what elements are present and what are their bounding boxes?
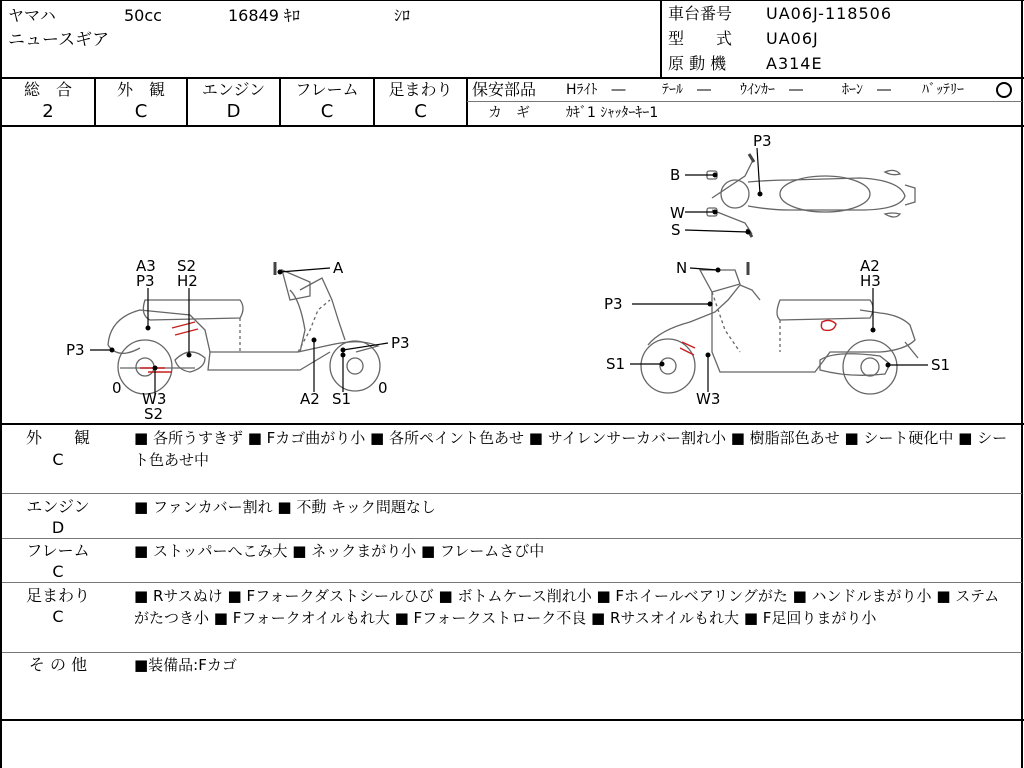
battery-status: ﾊﾞｯﾃﾘｰ bbox=[922, 82, 964, 98]
label-right-h3: H3 bbox=[860, 272, 881, 290]
label-top-s: S bbox=[671, 221, 681, 239]
top-view-scooter bbox=[707, 154, 915, 237]
label-left-p3-right: P3 bbox=[391, 334, 410, 352]
remark-label-exterior: 外 観 bbox=[25, 428, 90, 447]
remark-text-suspension: ■ Rサスぬけ ■ Fフォークダストシールひび ■ ボトムケース削れ小 ■ Fホイールベアリングがた ■ ハンドルまがり小 ■ ステムがたつき小 ■ Fフォークオイルもれ大 ■ Fフォークストローク不良 ■ Rサスオイルもれ大 ■ F足回りまがり小 bbox=[134, 587, 1000, 627]
label-left-s2: S2 bbox=[177, 257, 197, 275]
header-divider bbox=[660, 0, 662, 78]
frame-grade: C bbox=[320, 101, 334, 122]
maker: ヤマハ bbox=[8, 6, 56, 25]
model-name: ニュースギア bbox=[8, 30, 110, 50]
label-right-a2: A2 bbox=[860, 257, 880, 275]
engine-grade: D bbox=[226, 101, 241, 122]
label-left-a3: A3 bbox=[136, 257, 156, 275]
label-right-p3: P3 bbox=[604, 295, 623, 313]
remark-divider-2 bbox=[2, 538, 1022, 539]
top-border bbox=[0, 0, 1024, 1]
label-left-s1: S1 bbox=[332, 390, 352, 408]
remark-text-engine: ■ ファンカバー割れ ■ 不動 キック問題なし bbox=[134, 498, 436, 516]
suspension-grade-label: 足まわり bbox=[388, 80, 453, 99]
damage-diagram bbox=[0, 126, 1024, 424]
label-right-n: N bbox=[676, 259, 688, 277]
label-top-p3: P3 bbox=[753, 132, 772, 150]
label-left-a: A bbox=[333, 259, 344, 277]
displacement: 50cc bbox=[124, 6, 162, 25]
label-left-p3a: P3 bbox=[136, 272, 155, 290]
safety-row-divider bbox=[467, 101, 1022, 102]
total-grade: 2 bbox=[42, 101, 54, 122]
remark-label-suspension: 足まわり bbox=[25, 586, 90, 605]
headlight-status: Hﾗｲﾄ ― bbox=[566, 82, 626, 98]
mileage: 16849 ｷﾛ bbox=[228, 6, 300, 25]
remark-text-frame: ■ ストッパーへこみ大 ■ ネックまがり小 ■ フレームさび中 bbox=[134, 542, 545, 560]
remarks-bottom-line bbox=[0, 719, 1024, 721]
remark-text-exterior: ■ 各所うすきず ■ Fカゴ曲がり小 ■ 各所ペイント色あせ ■ サイレンサーカバー割れ小 ■ 樹脂部色あせ ■ シート硬化中 ■ シート色あせ中 bbox=[134, 429, 1008, 469]
frame-grade-label: フレーム bbox=[295, 80, 359, 99]
exterior-grade-label: 外 観 bbox=[116, 80, 165, 99]
battery-ok-circle-icon bbox=[996, 82, 1012, 98]
remark-grade-exterior: C bbox=[52, 450, 64, 469]
leader-lines bbox=[90, 148, 928, 395]
label-right-s1l: S1 bbox=[606, 355, 626, 373]
horn-status: ﾎｰﾝ ― bbox=[842, 82, 891, 98]
total-grade-label: 総 合 bbox=[23, 80, 72, 99]
taillight-status: ﾃｰﾙ ― bbox=[662, 82, 711, 98]
header-bottom-line bbox=[0, 77, 1024, 79]
label-left-h2: H2 bbox=[177, 272, 198, 290]
leader-dots bbox=[110, 173, 891, 371]
remark-label-frame: フレーム bbox=[26, 541, 90, 560]
damage-marks bbox=[140, 320, 836, 372]
type-label: 型 式 bbox=[668, 29, 733, 48]
exterior-grade: C bbox=[134, 101, 148, 122]
diagram-bottom-line bbox=[0, 423, 1024, 425]
suspension-grade: C bbox=[414, 101, 427, 122]
key-value: ｶｷﾞ1 ｼｬｯﾀｰｷｰ1 bbox=[566, 105, 659, 121]
label-top-w: W bbox=[670, 204, 685, 222]
remark-divider-1 bbox=[2, 493, 1022, 494]
type-value: UA06J bbox=[766, 29, 819, 48]
engine-label: 原 動 機 bbox=[668, 54, 727, 73]
label-left-a2: A2 bbox=[300, 390, 320, 408]
label-left-s2b: S2 bbox=[144, 405, 164, 423]
remark-label-other: そ の 他 bbox=[28, 655, 88, 674]
winker-status: ｳｲﾝｶｰ ― bbox=[740, 82, 803, 98]
engine-grade-label: エンジン bbox=[201, 80, 266, 99]
label-left-zero-l: 0 bbox=[112, 379, 122, 397]
grade-divider-5 bbox=[466, 78, 468, 126]
frame-no-label: 車台番号 bbox=[668, 4, 733, 23]
label-left-zero-r: 0 bbox=[378, 379, 388, 397]
label-left-w3: W3 bbox=[142, 390, 167, 408]
engine-value: A314E bbox=[766, 54, 823, 73]
label-right-w3: W3 bbox=[696, 390, 721, 408]
remark-grade-frame: C bbox=[52, 562, 64, 581]
safety-parts-label: 保安部品 bbox=[472, 80, 537, 99]
remark-grade-suspension: C bbox=[52, 607, 64, 626]
label-right-s1r: S1 bbox=[931, 356, 951, 374]
remark-grade-engine: D bbox=[51, 518, 65, 537]
label-left-p3-left: P3 bbox=[66, 341, 85, 359]
frame-no: UA06J-118506 bbox=[766, 4, 893, 23]
remark-label-engine: エンジン bbox=[26, 497, 90, 516]
key-label: カ ギ bbox=[488, 105, 530, 121]
remark-text-other: ■装備品:Fカゴ bbox=[134, 656, 237, 674]
remark-divider-3 bbox=[2, 582, 1022, 583]
color: ｼﾛ bbox=[394, 6, 411, 25]
remark-divider-4 bbox=[2, 652, 1022, 653]
label-top-b: B bbox=[670, 166, 681, 184]
